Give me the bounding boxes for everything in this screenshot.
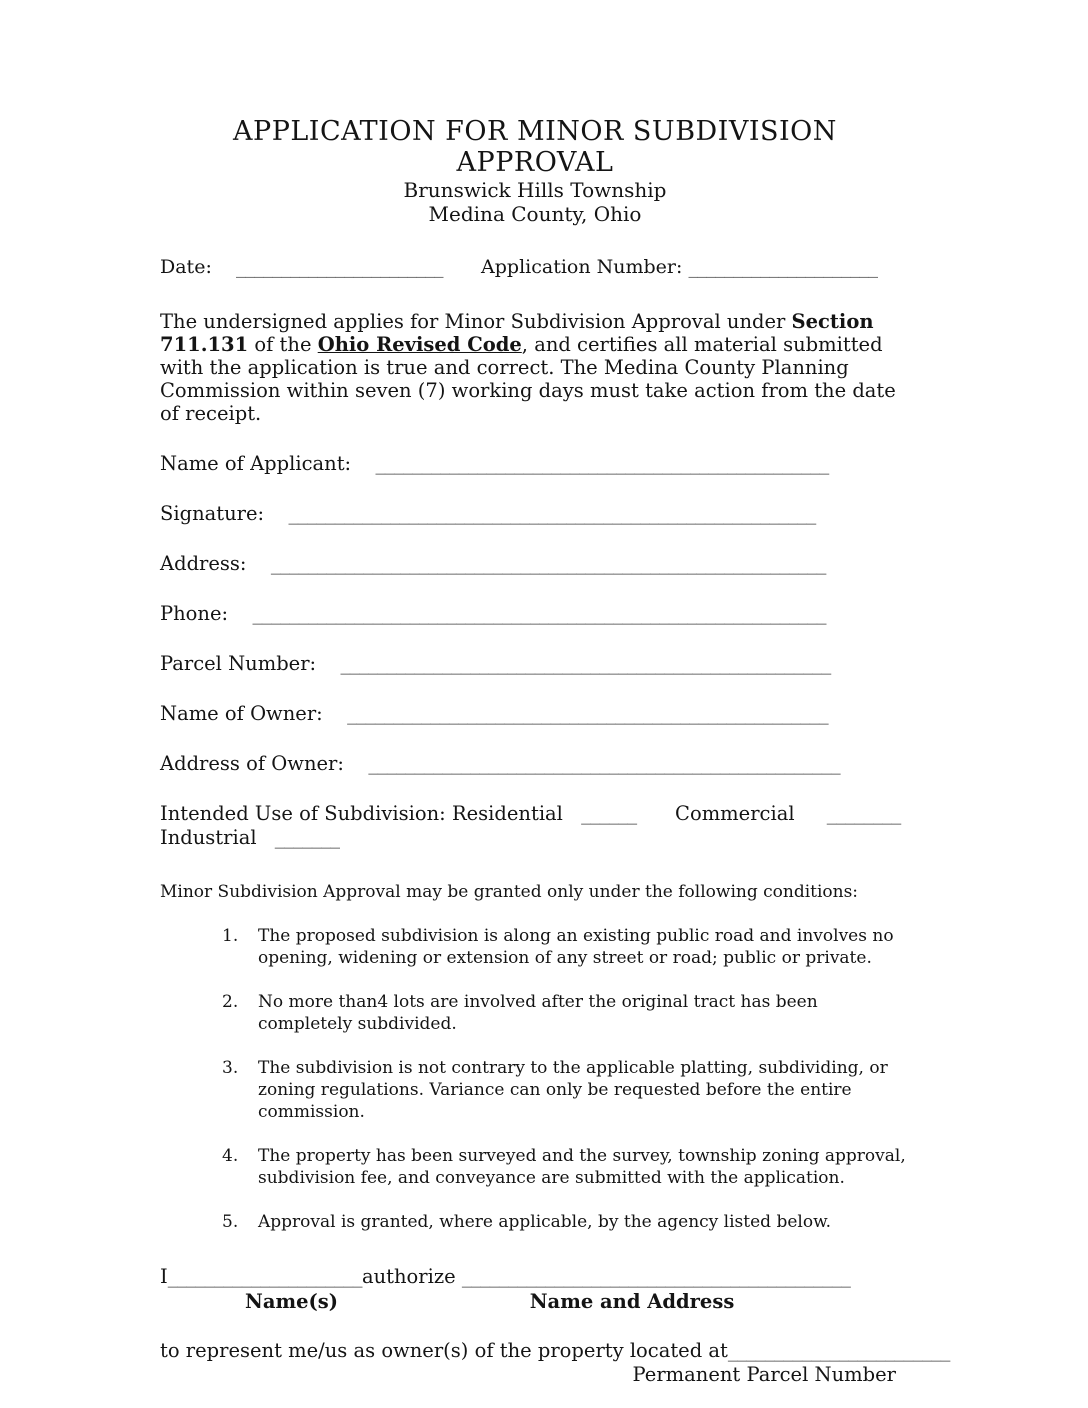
names-caption: Name(s) (245, 1290, 338, 1314)
date-application-row (160, 256, 910, 278)
conditions-intro: Minor Subdivision Approval may be granted only under the following conditions: (160, 882, 859, 903)
condition-item-4 (160, 1145, 910, 1189)
condition-number: 2. (222, 992, 239, 1013)
name-of-applicant-blank-line[interactable]: _________________________________________________ (375, 452, 829, 476)
field-row-signature (160, 502, 910, 525)
condition-item-3 (160, 1057, 910, 1123)
document-title: APPLICATION FOR MINOR SUBDIVISION APPROVAL (233, 116, 837, 179)
address-blank-line[interactable]: ____________________________________________________________ (270, 552, 826, 576)
document-subtitle-township: Brunswick Hills Township (403, 178, 667, 203)
intro-paragraph (160, 310, 910, 425)
intro-segment: , and certifies all material submitted with the application is true and correct. The Medina County Planning Commission within seven (7) working days must take action from the date of receipt. (160, 333, 896, 426)
application-number-label: Application Number: (481, 256, 683, 279)
signature-blank-line[interactable]: _________________________________________________________ (288, 502, 816, 526)
field-row-address-of-owner (160, 752, 910, 775)
parcel-number-blank-line[interactable]: _____________________________________________________ (340, 652, 831, 676)
field-row-name-of-owner (160, 702, 910, 725)
authorization-name-address-blank-line[interactable]: __________________________________________ (461, 1265, 851, 1289)
address-label: Address: (160, 552, 247, 576)
condition-number: 3. (222, 1058, 239, 1079)
condition-text: No more than4 lots are involved after the original tract has been completely subdivided. (258, 992, 818, 1035)
name-of-applicant-label: Name of Applicant: (160, 452, 352, 476)
date-label: Date: (160, 256, 212, 279)
industrial-label: Industrial (160, 826, 257, 850)
address-of-owner-label: Address of Owner: (160, 752, 344, 776)
phone-blank-line[interactable]: ______________________________________________________________ (252, 602, 826, 626)
condition-text: Approval is granted, where applicable, by the agency listed below. (258, 1212, 832, 1233)
condition-number: 1. (222, 926, 239, 947)
date-blank-line[interactable]: _______________________ (235, 256, 443, 279)
document-subtitle-county: Medina County, Ohio (428, 202, 642, 227)
industrial-blank-line[interactable]: _______ (274, 826, 340, 850)
residential-label: Residential (451, 802, 563, 826)
address-of-owner-blank-line[interactable]: ___________________________________________________ (368, 752, 841, 776)
intended-use-label: Intended Use of Subdivision: (160, 802, 446, 826)
intended-use-row (160, 802, 910, 850)
intro-section-reference: Section 711.131 (160, 310, 874, 357)
condition-item-1 (160, 925, 910, 969)
phone-label: Phone: (160, 602, 229, 626)
intro-segment: of the (248, 333, 318, 357)
condition-text: The proposed subdivision is along an existing public road and involves no opening, widening or extension of any street or road; public or private. (258, 926, 894, 969)
authorization-names-blank-line[interactable]: _____________________ (167, 1265, 362, 1289)
authorize-label: authorize (361, 1265, 462, 1289)
represent-line (160, 1339, 950, 1363)
permanent-parcel-number-caption: Permanent Parcel Number (632, 1363, 896, 1387)
authorization-line (160, 1265, 910, 1288)
condition-number: 5. (222, 1212, 239, 1233)
commercial-blank-line[interactable]: ________ (826, 802, 901, 826)
signature-label: Signature: (160, 502, 265, 526)
commercial-label: Commercial (675, 802, 795, 826)
located-at-blank-line[interactable]: ________________________ (727, 1339, 950, 1363)
intro-ohio-revised-code: Ohio Revised Code (317, 333, 522, 357)
residential-blank-line[interactable]: ______ (581, 802, 637, 826)
name-of-owner-blank-line[interactable]: ____________________________________________________ (347, 702, 829, 726)
authorization-i-label: I (160, 1265, 168, 1289)
application-number-blank-line[interactable]: _____________________ (688, 256, 878, 279)
condition-item-2 (160, 991, 910, 1035)
represent-text: to represent me/us as owner(s) of the property located at (160, 1339, 728, 1363)
condition-number: 4. (222, 1146, 239, 1167)
parcel-number-label: Parcel Number: (160, 652, 317, 676)
authorization-captions (160, 1290, 910, 1313)
condition-item-5 (160, 1211, 910, 1233)
field-row-name-of-applicant (160, 452, 910, 475)
field-row-phone (160, 602, 910, 625)
condition-text: The subdivision is not contrary to the applicable platting, subdividing, or zoning regulations. Variance can only be requested before the entire commission. (258, 1058, 888, 1123)
intro-segment: The undersigned applies for Minor Subdivision Approval under (160, 310, 792, 334)
field-row-parcel-number (160, 652, 910, 675)
name-and-address-caption: Name and Address (529, 1290, 735, 1314)
field-row-address (160, 552, 910, 575)
condition-text: The property has been surveyed and the survey, township zoning approval, subdivision fee, and conveyance are submitted with the application. (258, 1146, 906, 1189)
name-of-owner-label: Name of Owner: (160, 702, 323, 726)
